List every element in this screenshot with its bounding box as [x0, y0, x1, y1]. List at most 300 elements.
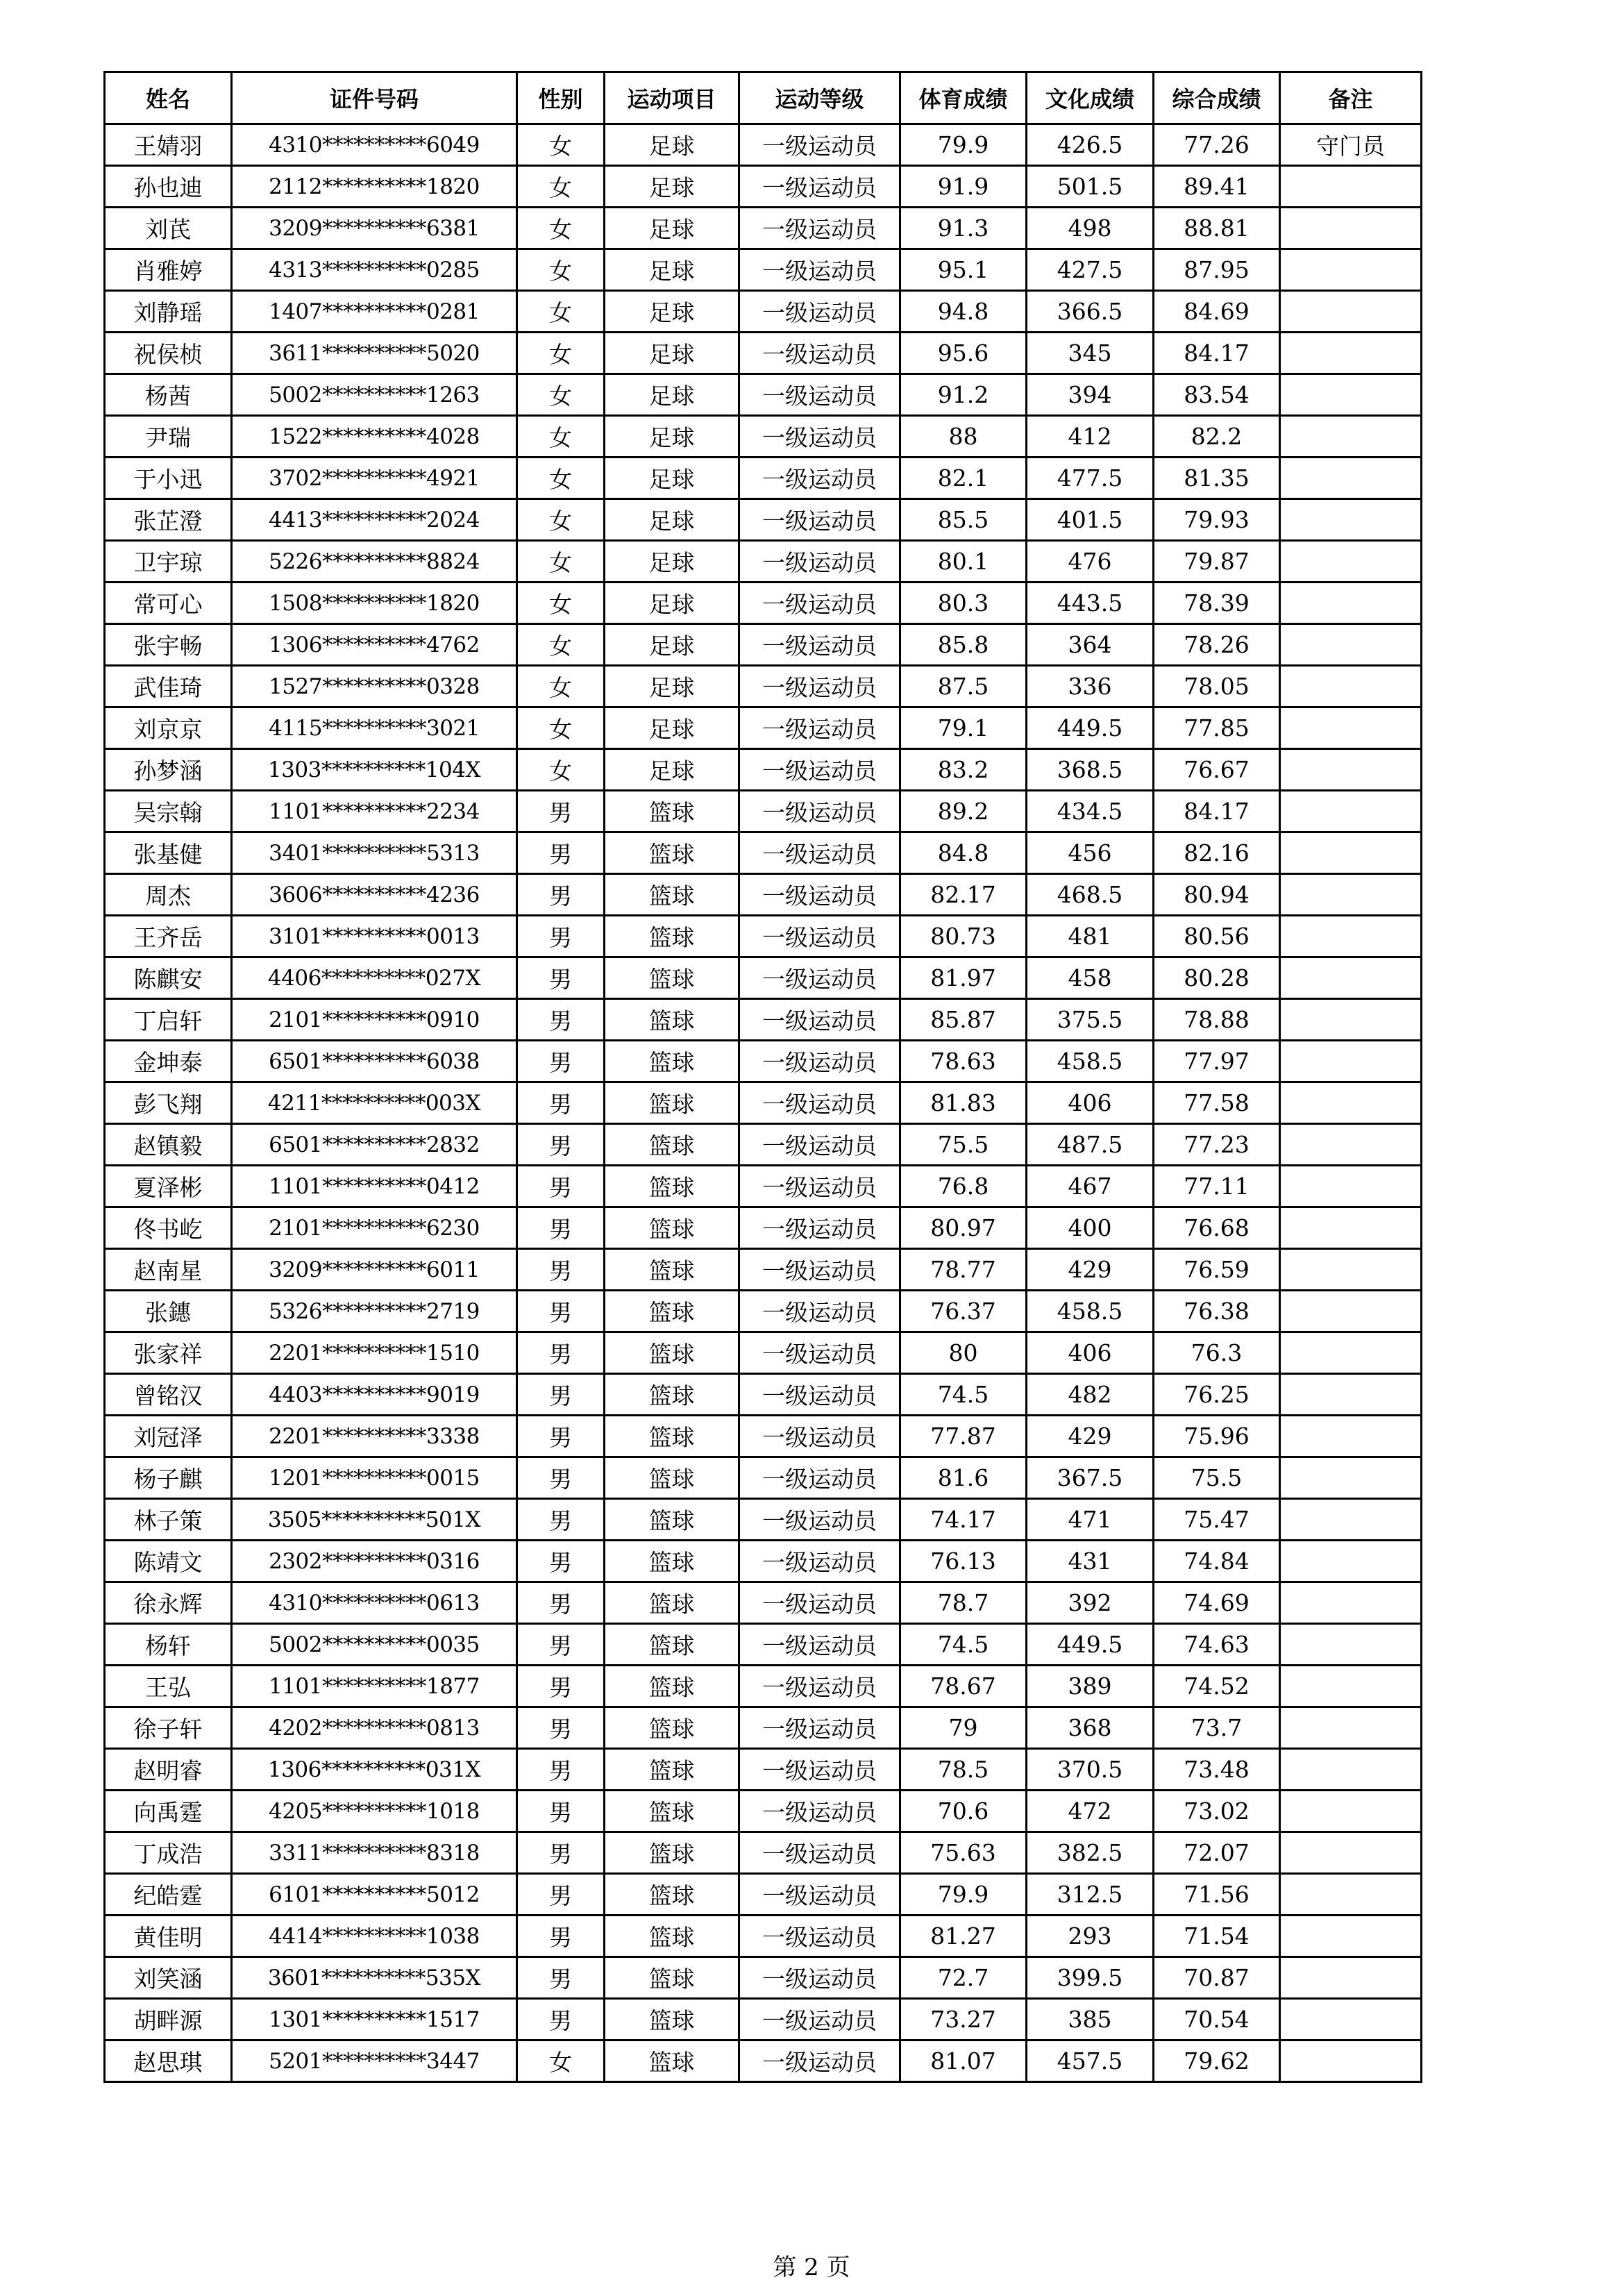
total-score-cell: 71.56: [1154, 1874, 1280, 1916]
id-number-cell: 2201**********1510: [232, 1332, 517, 1374]
total-score-cell: 74.52: [1154, 1666, 1280, 1707]
level-cell: 一级运动员: [739, 1332, 900, 1374]
sport-score-cell: 81.6: [900, 1457, 1027, 1499]
sport-score-cell: 76.8: [900, 1166, 1027, 1207]
name-cell: 赵南星: [105, 1249, 232, 1291]
sport-score-cell: 79.9: [900, 1874, 1027, 1916]
sport-score-cell: 80.1: [900, 541, 1027, 583]
level-cell: 一级运动员: [739, 1124, 900, 1166]
name-cell: 赵明睿: [105, 1749, 232, 1791]
table-row: [105, 1791, 1422, 1832]
table-row: [105, 1957, 1422, 1999]
total-score-cell: 72.07: [1154, 1832, 1280, 1874]
remarks-cell: [1280, 333, 1422, 374]
total-score-cell: 77.23: [1154, 1124, 1280, 1166]
sport-score-cell: 81.83: [900, 1082, 1027, 1124]
table-row: [105, 1249, 1422, 1291]
total-score-cell: 76.67: [1154, 749, 1280, 791]
sport-score-cell: 91.9: [900, 166, 1027, 208]
column-header-total-score: 综合成绩: [1154, 72, 1280, 124]
sport-cell: 足球: [605, 499, 739, 541]
gender-cell: 男: [517, 1666, 605, 1707]
culture-score-cell: 487.5: [1027, 1124, 1154, 1166]
table-row: [105, 1666, 1422, 1707]
level-cell: 一级运动员: [739, 1082, 900, 1124]
total-score-cell: 84.17: [1154, 791, 1280, 832]
culture-score-cell: 366.5: [1027, 291, 1154, 333]
total-score-cell: 80.94: [1154, 874, 1280, 916]
total-score-cell: 77.85: [1154, 707, 1280, 749]
total-score-cell: 77.58: [1154, 1082, 1280, 1124]
id-number-cell: 4205**********1018: [232, 1791, 517, 1832]
sport-score-cell: 81.07: [900, 2041, 1027, 2082]
sport-cell: 篮球: [605, 1832, 739, 1874]
id-number-cell: 4310**********6049: [232, 124, 517, 166]
sport-score-cell: 75.63: [900, 1832, 1027, 1874]
name-cell: 丁成浩: [105, 1832, 232, 1874]
total-score-cell: 84.69: [1154, 291, 1280, 333]
level-cell: 一级运动员: [739, 791, 900, 832]
level-cell: 一级运动员: [739, 957, 900, 999]
sport-cell: 足球: [605, 291, 739, 333]
remarks-cell: [1280, 1166, 1422, 1207]
level-cell: 一级运动员: [739, 1291, 900, 1332]
id-number-cell: 4310**********0613: [232, 1582, 517, 1624]
gender-cell: 男: [517, 832, 605, 874]
total-score-cell: 75.5: [1154, 1457, 1280, 1499]
table-row: [105, 291, 1422, 333]
sport-cell: 足球: [605, 749, 739, 791]
sport-cell: 足球: [605, 416, 739, 458]
culture-score-cell: 406: [1027, 1332, 1154, 1374]
name-cell: 夏泽彬: [105, 1166, 232, 1207]
name-cell: 杨茜: [105, 374, 232, 416]
level-cell: 一级运动员: [739, 1624, 900, 1666]
level-cell: 一级运动员: [739, 1582, 900, 1624]
gender-cell: 男: [517, 1541, 605, 1582]
remarks-cell: [1280, 1291, 1422, 1332]
level-cell: 一级运动员: [739, 624, 900, 666]
remarks-cell: [1280, 1541, 1422, 1582]
sport-score-cell: 89.2: [900, 791, 1027, 832]
id-number-cell: 3702**********4921: [232, 458, 517, 499]
total-score-cell: 87.95: [1154, 249, 1280, 291]
header-row: [105, 72, 1422, 124]
id-number-cell: 3311**********8318: [232, 1832, 517, 1874]
name-cell: 于小迅: [105, 458, 232, 499]
remarks-cell: [1280, 1499, 1422, 1541]
column-header-gender: 性别: [517, 72, 605, 124]
gender-cell: 男: [517, 1791, 605, 1832]
name-cell: 刘冠泽: [105, 1416, 232, 1457]
remarks-cell: [1280, 832, 1422, 874]
sport-cell: 篮球: [605, 1332, 739, 1374]
culture-score-cell: 427.5: [1027, 249, 1154, 291]
id-number-cell: 4211**********003X: [232, 1082, 517, 1124]
remarks-cell: [1280, 666, 1422, 707]
gender-cell: 男: [517, 1332, 605, 1374]
remarks-cell: [1280, 916, 1422, 957]
culture-score-cell: 364: [1027, 624, 1154, 666]
level-cell: 一级运动员: [739, 999, 900, 1041]
name-cell: 赵思琪: [105, 2041, 232, 2082]
remarks-cell: [1280, 624, 1422, 666]
remarks-cell: [1280, 1749, 1422, 1791]
sport-cell: 篮球: [605, 1082, 739, 1124]
id-number-cell: 2101**********0910: [232, 999, 517, 1041]
culture-score-cell: 412: [1027, 416, 1154, 458]
sport-score-cell: 91.3: [900, 208, 1027, 249]
total-score-cell: 75.47: [1154, 1499, 1280, 1541]
culture-score-cell: 406: [1027, 1082, 1154, 1124]
remarks-cell: [1280, 1916, 1422, 1957]
name-cell: 孙梦涵: [105, 749, 232, 791]
table-row: [105, 1499, 1422, 1541]
column-header-name: 姓名: [105, 72, 232, 124]
sport-score-cell: 79.9: [900, 124, 1027, 166]
id-number-cell: 3505**********501X: [232, 1499, 517, 1541]
total-score-cell: 70.87: [1154, 1957, 1280, 1999]
name-cell: 刘笑涵: [105, 1957, 232, 1999]
table-row: [105, 1332, 1422, 1374]
level-cell: 一级运动员: [739, 874, 900, 916]
level-cell: 一级运动员: [739, 1041, 900, 1082]
gender-cell: 男: [517, 1916, 605, 1957]
remarks-cell: [1280, 1457, 1422, 1499]
culture-score-cell: 482: [1027, 1374, 1154, 1416]
culture-score-cell: 382.5: [1027, 1832, 1154, 1874]
total-score-cell: 73.7: [1154, 1707, 1280, 1749]
remarks-cell: [1280, 1832, 1422, 1874]
id-number-cell: 4313**********0285: [232, 249, 517, 291]
culture-score-cell: 312.5: [1027, 1874, 1154, 1916]
id-number-cell: 5201**********3447: [232, 2041, 517, 2082]
total-score-cell: 88.81: [1154, 208, 1280, 249]
level-cell: 一级运动员: [739, 249, 900, 291]
sport-cell: 足球: [605, 333, 739, 374]
remarks-cell: [1280, 416, 1422, 458]
total-score-cell: 77.26: [1154, 124, 1280, 166]
name-cell: 卫宇琼: [105, 541, 232, 583]
gender-cell: 女: [517, 499, 605, 541]
sport-score-cell: 73.27: [900, 1999, 1027, 2041]
sport-score-cell: 80.3: [900, 583, 1027, 624]
table-row: [105, 1874, 1422, 1916]
id-number-cell: 1101**********0412: [232, 1166, 517, 1207]
remarks-cell: [1280, 166, 1422, 208]
table-row: [105, 1291, 1422, 1332]
column-header-culture-score: 文化成绩: [1027, 72, 1154, 124]
name-cell: 彭飞翔: [105, 1082, 232, 1124]
sport-score-cell: 85.8: [900, 624, 1027, 666]
level-cell: 一级运动员: [739, 1916, 900, 1957]
gender-cell: 女: [517, 541, 605, 583]
sport-cell: 足球: [605, 208, 739, 249]
level-cell: 一级运动员: [739, 666, 900, 707]
table-row: [105, 458, 1422, 499]
sport-cell: 足球: [605, 583, 739, 624]
total-score-cell: 73.48: [1154, 1749, 1280, 1791]
table-row: [105, 874, 1422, 916]
sport-score-cell: 94.8: [900, 291, 1027, 333]
remarks-cell: 守门员: [1280, 124, 1422, 166]
culture-score-cell: 367.5: [1027, 1457, 1154, 1499]
name-cell: 杨轩: [105, 1624, 232, 1666]
table-row: [105, 1416, 1422, 1457]
culture-score-cell: 456: [1027, 832, 1154, 874]
total-score-cell: 81.35: [1154, 458, 1280, 499]
remarks-cell: [1280, 1874, 1422, 1916]
sport-cell: 足球: [605, 458, 739, 499]
remarks-cell: [1280, 707, 1422, 749]
culture-score-cell: 389: [1027, 1666, 1154, 1707]
sport-score-cell: 77.87: [900, 1416, 1027, 1457]
id-number-cell: 4202**********0813: [232, 1707, 517, 1749]
name-cell: 胡畔源: [105, 1999, 232, 2041]
level-cell: 一级运动员: [739, 1541, 900, 1582]
sport-cell: 篮球: [605, 1624, 739, 1666]
table-row: [105, 249, 1422, 291]
culture-score-cell: 426.5: [1027, 124, 1154, 166]
table-row: [105, 1916, 1422, 1957]
sport-score-cell: 78.63: [900, 1041, 1027, 1082]
name-cell: 向禹霆: [105, 1791, 232, 1832]
culture-score-cell: 468.5: [1027, 874, 1154, 916]
id-number-cell: 6501**********6038: [232, 1041, 517, 1082]
sport-cell: 足球: [605, 249, 739, 291]
name-cell: 曾铭汉: [105, 1374, 232, 1416]
sport-score-cell: 85.87: [900, 999, 1027, 1041]
total-score-cell: 79.87: [1154, 541, 1280, 583]
table-row: [105, 1541, 1422, 1582]
remarks-cell: [1280, 499, 1422, 541]
id-number-cell: 1101**********2234: [232, 791, 517, 832]
sport-score-cell: 95.1: [900, 249, 1027, 291]
level-cell: 一级运动员: [739, 1457, 900, 1499]
total-score-cell: 74.63: [1154, 1624, 1280, 1666]
gender-cell: 男: [517, 1957, 605, 1999]
gender-cell: 女: [517, 374, 605, 416]
name-cell: 丁启轩: [105, 999, 232, 1041]
sport-cell: 篮球: [605, 1291, 739, 1332]
name-cell: 张家祥: [105, 1332, 232, 1374]
total-score-cell: 71.54: [1154, 1916, 1280, 1957]
id-number-cell: 3209**********6381: [232, 208, 517, 249]
sport-score-cell: 70.6: [900, 1791, 1027, 1832]
level-cell: 一级运动员: [739, 541, 900, 583]
gender-cell: 女: [517, 749, 605, 791]
name-cell: 徐子轩: [105, 1707, 232, 1749]
name-cell: 刘京京: [105, 707, 232, 749]
sport-cell: 足球: [605, 707, 739, 749]
table-row: [105, 374, 1422, 416]
id-number-cell: 5226**********8824: [232, 541, 517, 583]
sport-cell: 篮球: [605, 1499, 739, 1541]
gender-cell: 男: [517, 1457, 605, 1499]
level-cell: 一级运动员: [739, 291, 900, 333]
culture-score-cell: 401.5: [1027, 499, 1154, 541]
level-cell: 一级运动员: [739, 749, 900, 791]
sport-cell: 篮球: [605, 1207, 739, 1249]
table-row: [105, 999, 1422, 1041]
culture-score-cell: 449.5: [1027, 1624, 1154, 1666]
name-cell: 杨子麒: [105, 1457, 232, 1499]
sport-score-cell: 72.7: [900, 1957, 1027, 1999]
total-score-cell: 74.69: [1154, 1582, 1280, 1624]
remarks-cell: [1280, 957, 1422, 999]
culture-score-cell: 477.5: [1027, 458, 1154, 499]
table-row: [105, 1624, 1422, 1666]
sport-score-cell: 84.8: [900, 832, 1027, 874]
name-cell: 尹瑞: [105, 416, 232, 458]
table-row: [105, 1082, 1422, 1124]
sport-cell: 篮球: [605, 1166, 739, 1207]
sport-cell: 篮球: [605, 832, 739, 874]
gender-cell: 男: [517, 1874, 605, 1916]
name-cell: 黄佳明: [105, 1916, 232, 1957]
gender-cell: 男: [517, 1166, 605, 1207]
id-number-cell: 1306**********031X: [232, 1749, 517, 1791]
table-row: [105, 666, 1422, 707]
id-number-cell: 1522**********4028: [232, 416, 517, 458]
gender-cell: 女: [517, 208, 605, 249]
table-row: [105, 957, 1422, 999]
table-row: [105, 1374, 1422, 1416]
name-cell: 林子策: [105, 1499, 232, 1541]
remarks-cell: [1280, 1791, 1422, 1832]
sport-score-cell: 85.5: [900, 499, 1027, 541]
level-cell: 一级运动员: [739, 1249, 900, 1291]
id-number-cell: 4413**********2024: [232, 499, 517, 541]
id-number-cell: 5002**********0035: [232, 1624, 517, 1666]
id-number-cell: 3611**********5020: [232, 333, 517, 374]
gender-cell: 男: [517, 1249, 605, 1291]
name-cell: 金坤泰: [105, 1041, 232, 1082]
level-cell: 一级运动员: [739, 1957, 900, 1999]
id-number-cell: 4115**********3021: [232, 707, 517, 749]
remarks-cell: [1280, 291, 1422, 333]
level-cell: 一级运动员: [739, 707, 900, 749]
id-number-cell: 3101**********0013: [232, 916, 517, 957]
sport-cell: 足球: [605, 374, 739, 416]
table-row: [105, 1707, 1422, 1749]
remarks-cell: [1280, 749, 1422, 791]
remarks-cell: [1280, 541, 1422, 583]
remarks-cell: [1280, 1416, 1422, 1457]
gender-cell: 男: [517, 1832, 605, 1874]
culture-score-cell: 399.5: [1027, 1957, 1154, 1999]
remarks-cell: [1280, 1249, 1422, 1291]
culture-score-cell: 431: [1027, 1541, 1154, 1582]
culture-score-cell: 481: [1027, 916, 1154, 957]
remarks-cell: [1280, 2041, 1422, 2082]
remarks-cell: [1280, 1374, 1422, 1416]
id-number-cell: 3606**********4236: [232, 874, 517, 916]
id-number-cell: 4406**********027X: [232, 957, 517, 999]
level-cell: 一级运动员: [739, 1207, 900, 1249]
sport-cell: 篮球: [605, 1999, 739, 2041]
sport-score-cell: 75.5: [900, 1124, 1027, 1166]
table-row: [105, 583, 1422, 624]
sport-cell: 篮球: [605, 1666, 739, 1707]
name-cell: 陈靖文: [105, 1541, 232, 1582]
total-score-cell: 77.11: [1154, 1166, 1280, 1207]
level-cell: 一级运动员: [739, 1666, 900, 1707]
total-score-cell: 75.96: [1154, 1416, 1280, 1457]
remarks-cell: [1280, 249, 1422, 291]
name-cell: 张基健: [105, 832, 232, 874]
id-number-cell: 1201**********0015: [232, 1457, 517, 1499]
gender-cell: 男: [517, 1207, 605, 1249]
total-score-cell: 74.84: [1154, 1541, 1280, 1582]
gender-cell: 男: [517, 1999, 605, 2041]
name-cell: 肖雅婷: [105, 249, 232, 291]
id-number-cell: 1306**********4762: [232, 624, 517, 666]
id-number-cell: 3601**********535X: [232, 1957, 517, 1999]
sport-score-cell: 81.97: [900, 957, 1027, 999]
culture-score-cell: 472: [1027, 1791, 1154, 1832]
sport-score-cell: 76.37: [900, 1291, 1027, 1332]
remarks-cell: [1280, 1957, 1422, 1999]
level-cell: 一级运动员: [739, 499, 900, 541]
table-row: [105, 416, 1422, 458]
id-number-cell: 3209**********6011: [232, 1249, 517, 1291]
remarks-cell: [1280, 874, 1422, 916]
name-cell: 赵镇毅: [105, 1124, 232, 1166]
name-cell: 陈麒安: [105, 957, 232, 999]
total-score-cell: 76.38: [1154, 1291, 1280, 1332]
sport-cell: 篮球: [605, 1249, 739, 1291]
gender-cell: 女: [517, 249, 605, 291]
total-score-cell: 79.93: [1154, 499, 1280, 541]
table-row: [105, 1749, 1422, 1791]
gender-cell: 女: [517, 291, 605, 333]
total-score-cell: 78.26: [1154, 624, 1280, 666]
name-cell: 孙也迪: [105, 166, 232, 208]
id-number-cell: 4403**********9019: [232, 1374, 517, 1416]
id-number-cell: 1101**********1877: [232, 1666, 517, 1707]
table-row: [105, 1166, 1422, 1207]
sport-cell: 篮球: [605, 1749, 739, 1791]
name-cell: 王弘: [105, 1666, 232, 1707]
page-number: 第 2 页: [773, 2254, 850, 2281]
id-number-cell: 6501**********2832: [232, 1124, 517, 1166]
level-cell: 一级运动员: [739, 1874, 900, 1916]
table-row: [105, 2041, 1422, 2082]
sport-score-cell: 78.67: [900, 1666, 1027, 1707]
sport-cell: 篮球: [605, 1124, 739, 1166]
sport-score-cell: 80.97: [900, 1207, 1027, 1249]
sport-cell: 篮球: [605, 1041, 739, 1082]
sport-cell: 篮球: [605, 874, 739, 916]
culture-score-cell: 498: [1027, 208, 1154, 249]
column-header-id-number: 证件号码: [232, 72, 517, 124]
id-number-cell: 3401**********5313: [232, 832, 517, 874]
remarks-cell: [1280, 583, 1422, 624]
total-score-cell: 78.05: [1154, 666, 1280, 707]
level-cell: 一级运动员: [739, 333, 900, 374]
culture-score-cell: 449.5: [1027, 707, 1154, 749]
table-row: [105, 1041, 1422, 1082]
gender-cell: 男: [517, 1749, 605, 1791]
level-cell: 一级运动员: [739, 1374, 900, 1416]
total-score-cell: 73.02: [1154, 1791, 1280, 1832]
total-score-cell: 84.17: [1154, 333, 1280, 374]
sport-cell: 篮球: [605, 1582, 739, 1624]
name-cell: 祝侯桢: [105, 333, 232, 374]
total-score-cell: 76.3: [1154, 1332, 1280, 1374]
sport-score-cell: 81.27: [900, 1916, 1027, 1957]
